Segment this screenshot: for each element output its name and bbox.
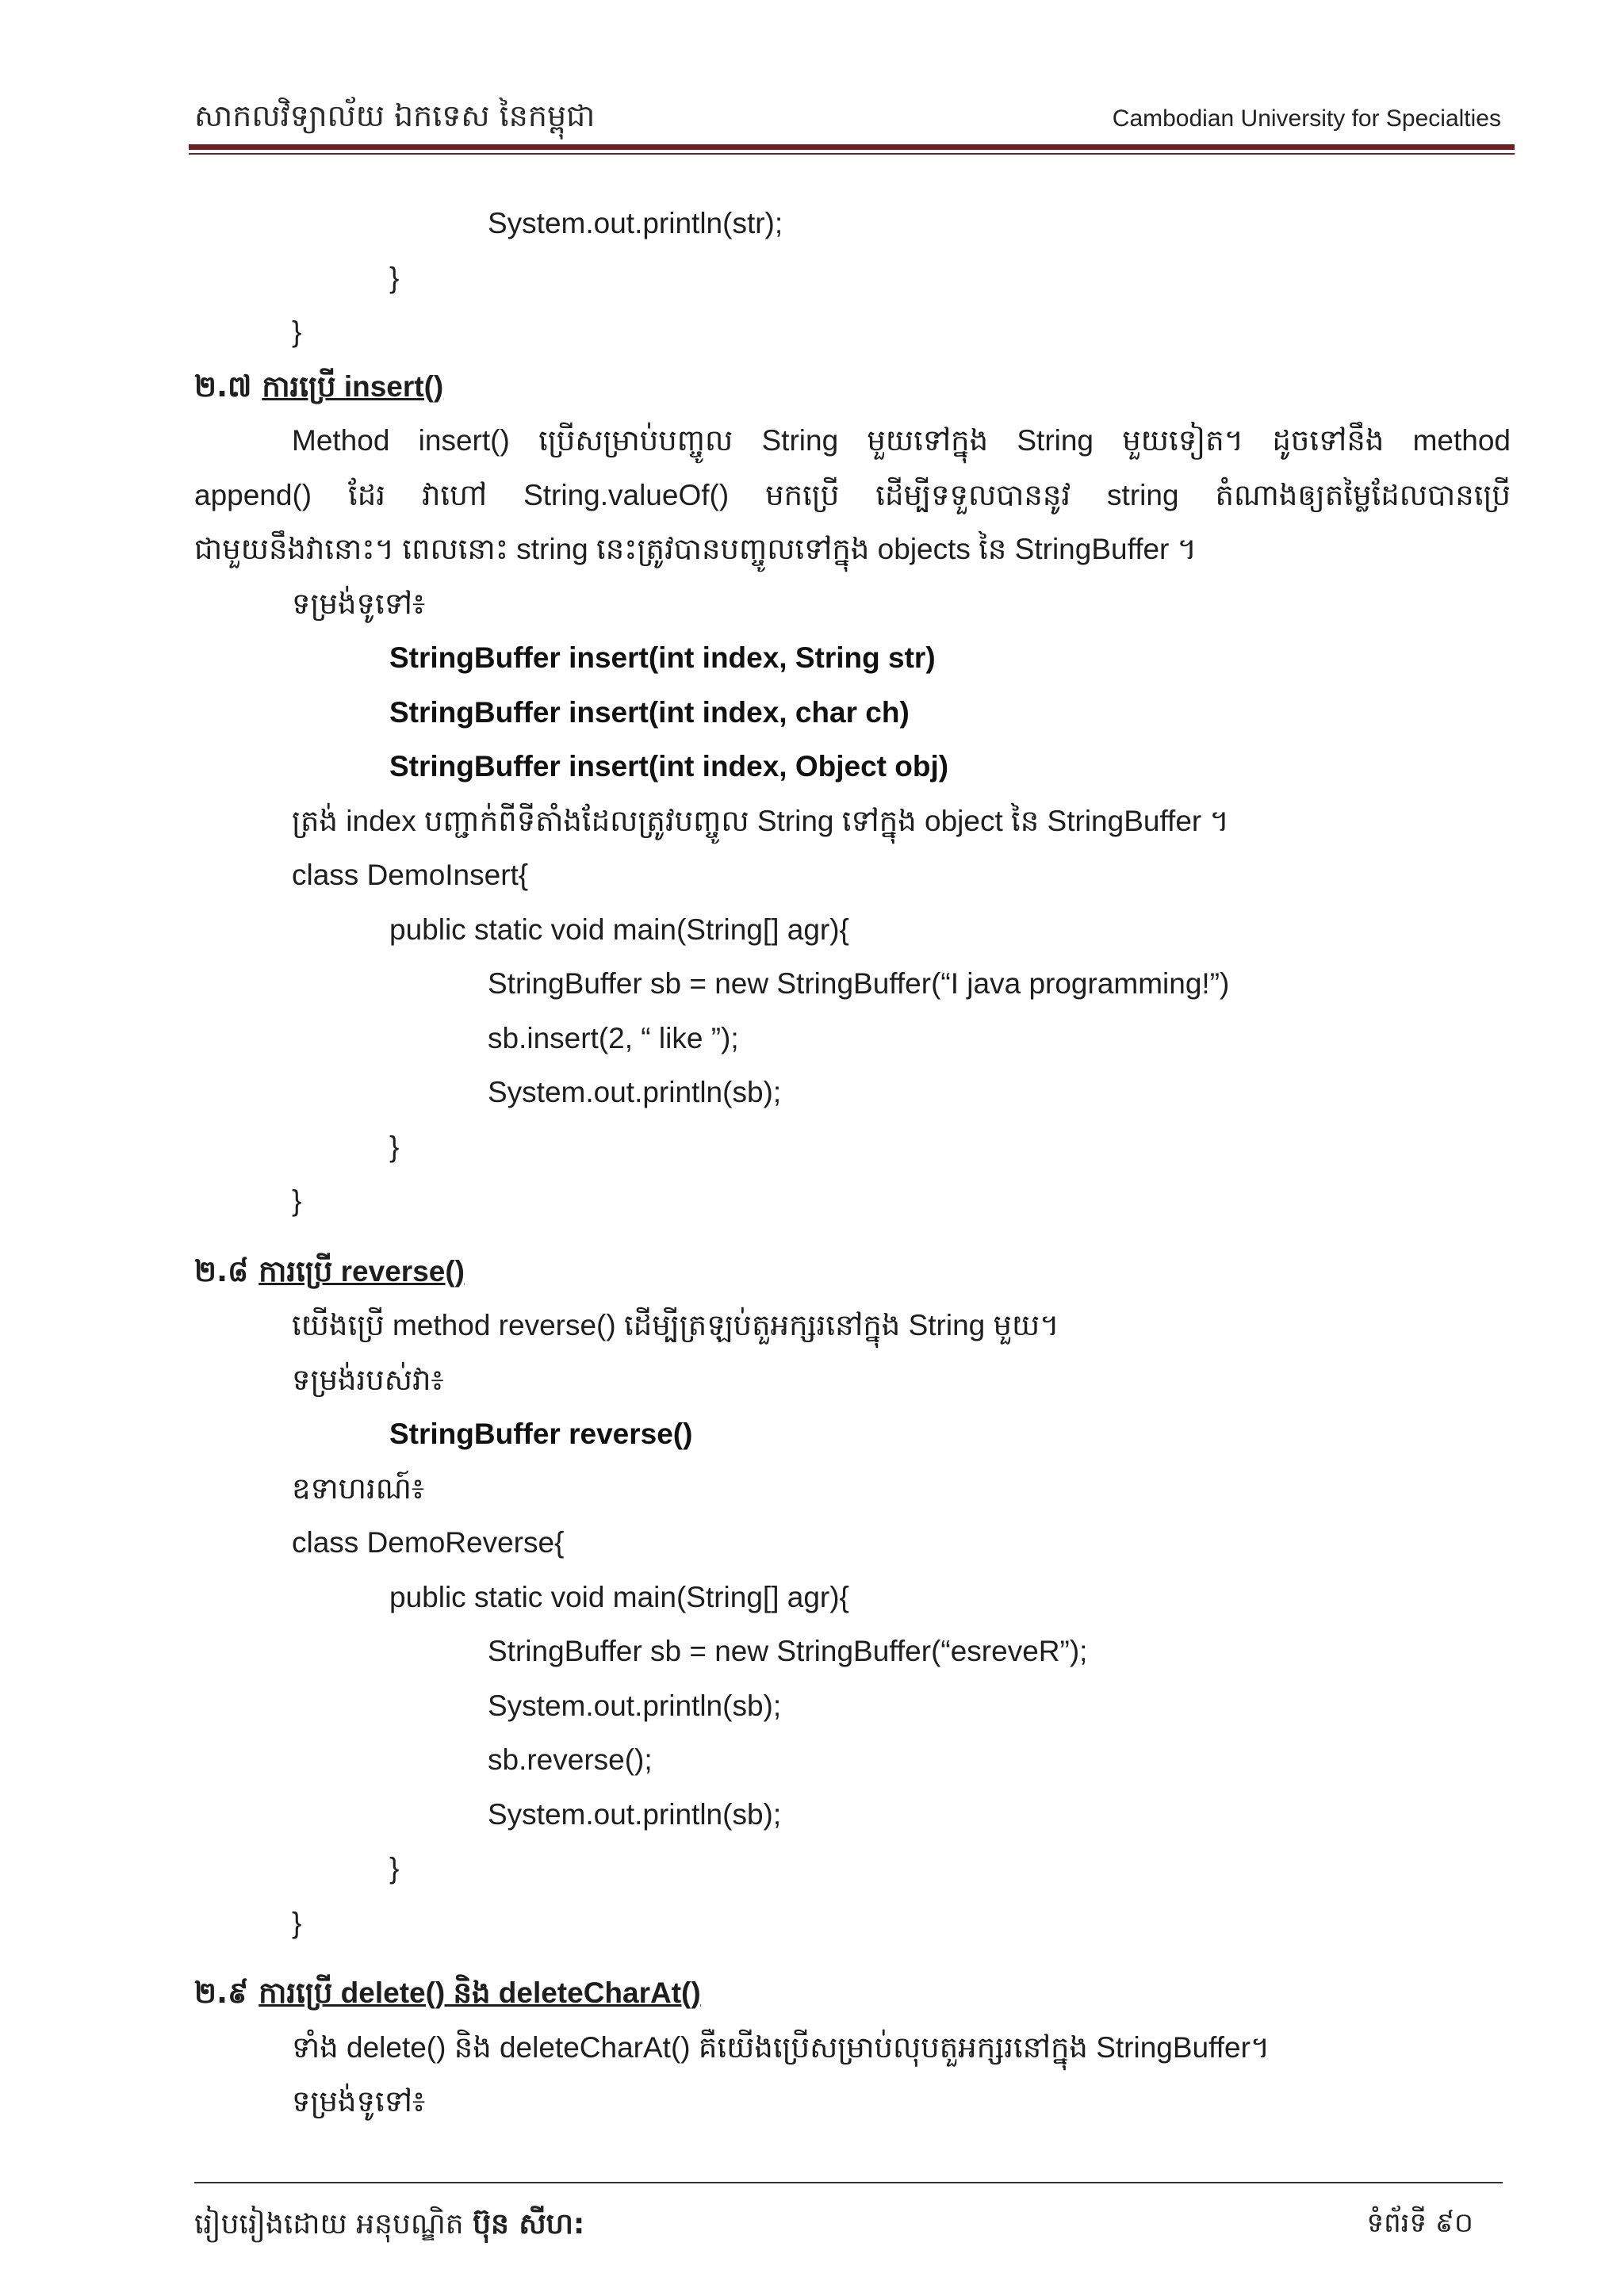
paragraph-line: យើងប្រើ method reverse() ដើម្បីត្រឡប់តួអក្សរនៅក្នុង String មួយ។ xyxy=(292,1309,1059,1341)
method-signature: StringBuffer reverse() xyxy=(389,1418,693,1450)
code-line: } xyxy=(292,1906,302,1939)
form-label: ទម្រង់ទូទៅ៖ xyxy=(292,2085,426,2118)
paragraph-line: ទាំង delete() និង deleteCharAt() គឺយើងប្រើសម្រាប់លុបតួអក្សរនៅក្នុង StringBuffer។ xyxy=(292,2030,1270,2064)
header-rule-thin xyxy=(189,153,1515,155)
code-line: System.out.println(sb); xyxy=(488,1797,782,1831)
form-label: ទម្រង់របស់វា៖ xyxy=(292,1363,444,1396)
section-title: ការប្រើ delete() និង deleteCharAt() xyxy=(259,1976,701,2009)
footer-rule xyxy=(194,2182,1503,2183)
section-heading-2-9 xyxy=(194,1966,1511,2021)
code-line: } xyxy=(389,1852,400,1885)
section-number: ២.៧ xyxy=(194,369,252,404)
code-line: System.out.println(sb); xyxy=(488,1076,782,1108)
footer-author xyxy=(194,2206,584,2248)
example-label: ឧទាហរណ៍៖ xyxy=(292,1471,425,1505)
method-signature: StringBuffer insert(int index, char ch) xyxy=(389,695,910,729)
code-line: } xyxy=(389,261,400,294)
page-content xyxy=(194,197,1511,2130)
section-title: ការប្រើ insert() xyxy=(262,369,444,403)
paragraph-line: append() ដែរ វាហៅ String.valueOf() មកប្រើ ដើម្បីទទួលបាននូវ string តំណាងឲ្យតម្លៃដែលបានប្រើ xyxy=(194,478,1511,511)
section-heading-2-7 xyxy=(194,360,1511,415)
code-line: } xyxy=(292,1184,302,1217)
code-line: System.out.println(str); xyxy=(488,207,783,239)
header-university-khmer: សាកលវិទ្យាល័យ ឯកទេស នៃកម្ពុជា xyxy=(194,98,596,133)
code-line: sb.insert(2, “ like ”); xyxy=(488,1021,739,1054)
code-line: public static void main(String[] agr){ xyxy=(389,913,849,946)
section-number: ២.៩ xyxy=(194,1976,249,2010)
section-title: ការប្រើ reverse() xyxy=(259,1254,465,1288)
spacer xyxy=(194,1229,1511,1245)
method-signature: StringBuffer insert(int index, Object obj) xyxy=(389,750,949,783)
code-line: public static void main(String[] agr){ xyxy=(389,1580,849,1613)
code-line: } xyxy=(389,1130,400,1163)
form-label: ទម្រង់ទូទៅ៖ xyxy=(292,587,426,620)
paragraph-line: ត្រង់ index បញ្ជាក់ពីទីតាំងដែលត្រូវបញ្ចូល String ទៅក្នុង object នៃ StringBuffer ។ xyxy=(292,804,1229,837)
footer-author-prefix: រៀបរៀងដោយ អនុបណ្ឌិត xyxy=(194,2208,464,2241)
paragraph-line: Method insert() ប្រើសម្រាប់បញ្ចូល String មួយទៅក្នុង String មួយទៀត។ ដូចទៅនឹង method xyxy=(292,424,1511,457)
code-line: System.out.println(sb); xyxy=(488,1689,782,1722)
code-line: class DemoInsert{ xyxy=(292,859,529,891)
code-line: } xyxy=(292,316,302,348)
header-university-english: Cambodian University for Specialties xyxy=(1112,105,1501,132)
section-number: ២.៨ xyxy=(194,1253,249,1288)
section-heading-2-8 xyxy=(194,1245,1511,1299)
method-signature: StringBuffer insert(int index, String str) xyxy=(389,641,936,674)
paragraph-line: ជាមួយនឹងវានោះ។ ពេលនោះ string នេះត្រូវបានបញ្ចូលទៅក្នុង objects នៃ StringBuffer ។ xyxy=(194,533,1197,565)
footer-author-name: ប៊ុន សីហ: xyxy=(473,2208,585,2241)
code-line: class DemoReverse{ xyxy=(292,1526,565,1559)
header-rule-thick xyxy=(189,144,1515,150)
code-line: StringBuffer sb = new StringBuffer(“I java programming!”) xyxy=(488,967,1230,1000)
code-line: StringBuffer sb = new StringBuffer(“esreveR”); xyxy=(488,1635,1088,1667)
code-line: sb.reverse(); xyxy=(488,1743,653,1776)
spacer xyxy=(194,1950,1511,1966)
page-number: ទំព័រទី ៩០ xyxy=(1366,2207,1473,2239)
